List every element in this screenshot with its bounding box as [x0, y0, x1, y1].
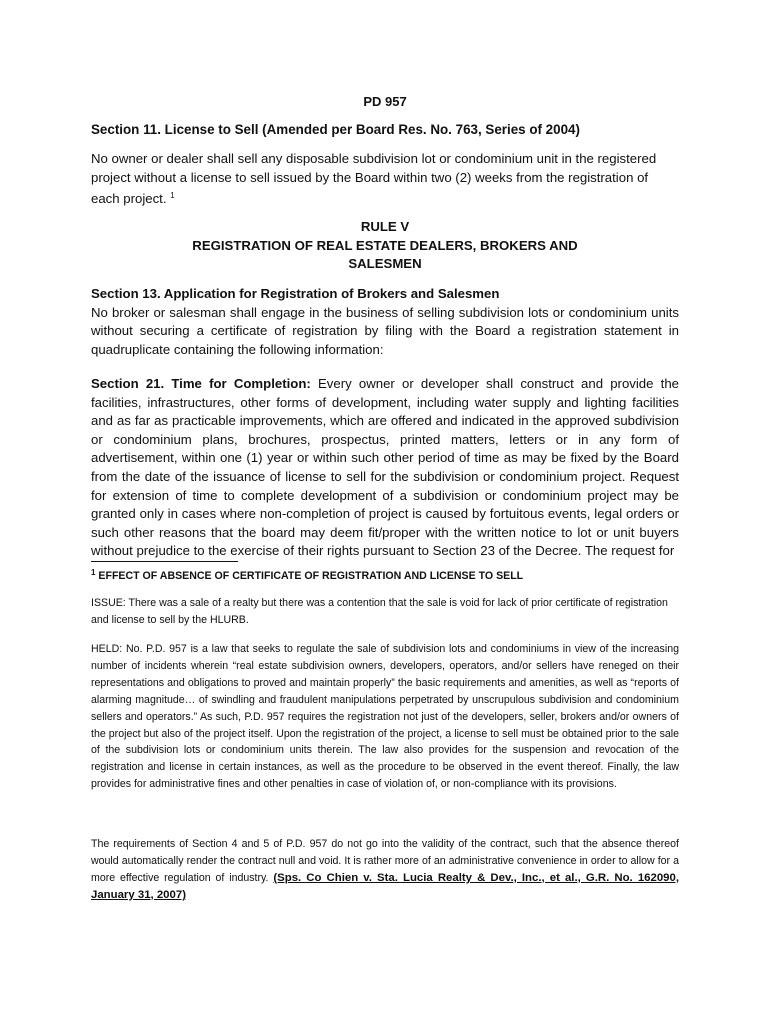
section-21-body: Every owner or developer shall construct and provide the facilities, infrastructures, other forms of development, including water supply and lighting facilities and as far as practicable improvements, which are offered and indicated in the approved subdivision or condominium plans, brochures, prospectus, printed matters, letters or in any form of advertisement, within one (1) year or within such other period of time as may be fixed by the Board from the date of the issuance of license to sell for the subdivision or condominium project. Request for extension of time to complete development of a subdivision or condominium project may be granted only in cases where non-completion of project is caused by fortuitous events, legal orders or such other reasons that the board may deem fit/proper with the written notice to lot or unit buyers without prejudice to the exercise of their rights pursuant to Section 23 of the Decree. The request for	[91, 376, 680, 559]
rule-title-line-1: REGISTRATION OF REAL ESTATE DEALERS, BROKERS AND	[192, 237, 578, 253]
footnote-issue: ISSUE: There was a sale of a realty but there was a contention that the sale is void for lack of prior certificate of registration and license to sell by the HLURB.	[91, 597, 668, 626]
footnote-title	[91, 565, 679, 585]
footnote-reference[interactable]: 1	[170, 191, 175, 201]
section-11-text: No owner or dealer shall sell any disposable subdivision lot or condominium unit in the registered project without a license to sell issued by the Board within two (2) weeks from the registration of each project.	[91, 151, 657, 207]
section-11-heading: Section 11. License to Sell (Amended per Board Res. No. 763, Series of 2004)	[91, 122, 580, 137]
document-title: PD 957	[363, 94, 407, 109]
section-11-body	[91, 150, 679, 209]
section-21-heading: Section 21. Time for Completion:	[91, 376, 311, 391]
footnote-separator	[91, 561, 238, 562]
footnote-held: HELD: No. P.D. 957 is a law that seeks to regulate the sale of subdivision lots and condominiums in view of the increasing number of incidents wherein “real estate subdivision owners, developers, operators, and/or sellers have reneged on their representations and obligations to proved and maintain properly” the basic requirements and amenities, as well as “reports of alarming magnitude… of swindling and fraudulent manipulations perpetrated by unscrupulous subdivision and condominium sellers and operators.” As such, P.D. 957 requires the registration not just of the developers, seller, brokers and/or owners of the project but also of the project itself. Upon the registration of the project, a license to sell must be obtained prior to the sale of the subdivision lots or condominium units therein. The law also provides for the suspension and revocation of the registration and license in certain instances, as well as the procedure to be observed in the event thereof. Finally, the law provides for administrative fines and other penalties in case of violation of, or non-compliance with its provisions.	[91, 643, 679, 791]
section-13	[91, 285, 679, 359]
rule-number: RULE V	[360, 219, 410, 234]
footnote-requirements	[91, 836, 679, 904]
section-13-heading: Section 13. Application for Registration of Brokers and Salesmen	[91, 286, 500, 301]
rule-heading	[91, 218, 679, 274]
footnote-requirements-text: The requirements of Section 4 and 5 of P.D. 957 do not go into the validity of the contract, such that the absence thereof would automatically render the contract null and void. It is rather more of an administrative convenience in order to allow for a more effective regulation of industry.	[91, 838, 679, 884]
section-13-body: No broker or salesman shall engage in the business of selling subdivision lots or condominium units without securing a certificate of registration by filing with the Board a registration statement in quadruplicate containing the following information:	[91, 304, 679, 357]
footnote-number: 1	[91, 568, 96, 577]
section-21	[91, 375, 679, 561]
footnote-title-text: EFFECT OF ABSENCE OF CERTIFICATE OF REGISTRATION AND LICENSE TO SELL	[98, 570, 524, 582]
rule-title-line-2: SALESMEN	[348, 256, 422, 272]
case-citation: (Sps. Co Chien v. Sta. Lucia Realty & Dev., Inc., et al., G.R. No. 162090, January 31, 2007)	[91, 871, 679, 901]
